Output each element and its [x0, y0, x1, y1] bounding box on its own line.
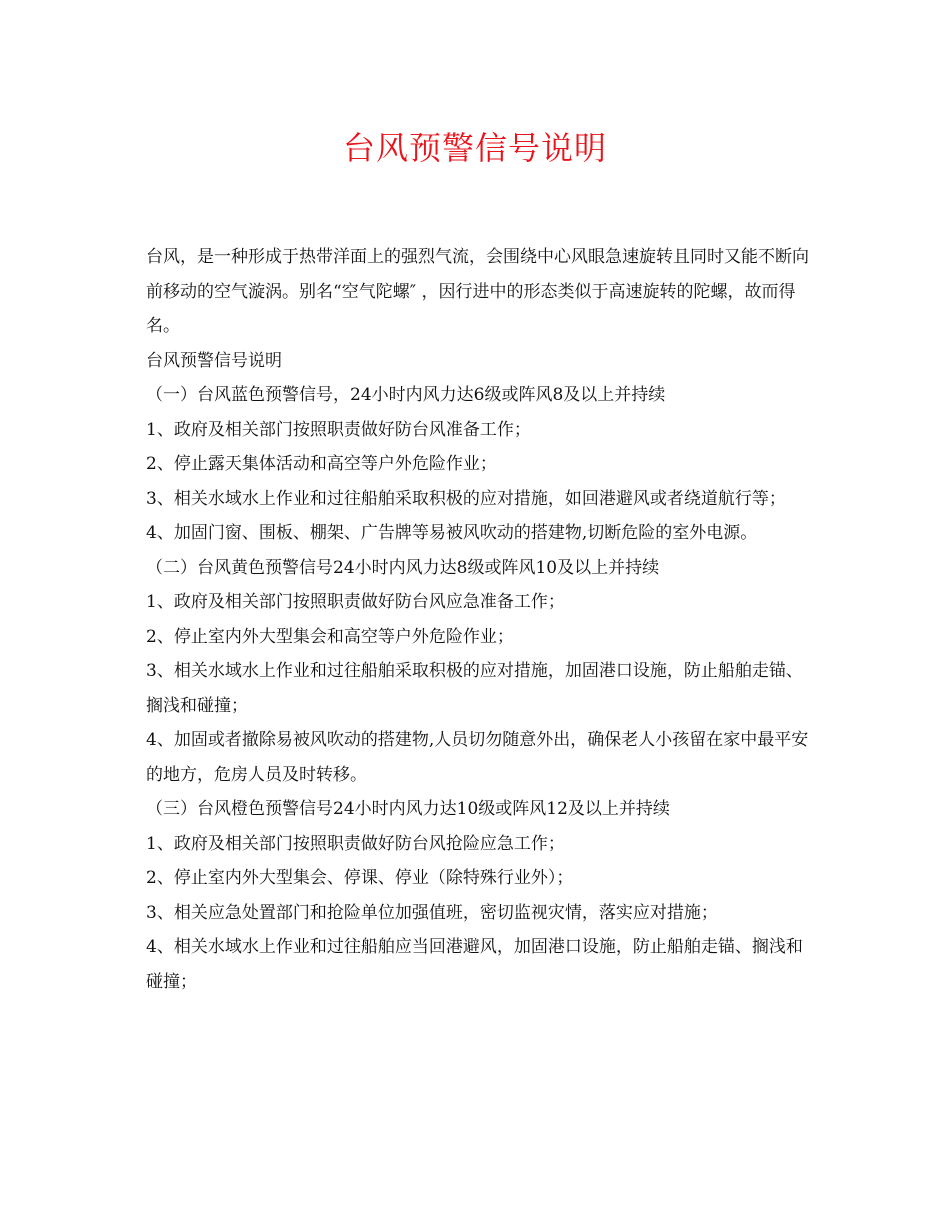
- list-item: 4、相关水域水上作业和过往船舶应当回港避风，加固港口设施，防止船舶走锚、搁浅和碰撞；: [146, 937, 803, 992]
- paragraph-intro: 台风，是一种形成于热带洋面上的强烈气流，会围绕中心风眼急速旋转且同时又能不断向前移动的空气漩涡。别名“空气陀螺″ ，因行进中的形态类似于高速旋转的陀螺，故而得名。: [146, 247, 809, 336]
- list-item: 4、加固门窗、围板、棚架、广告牌等易被风吹动的搭建物,切断危险的室外电源。: [146, 523, 758, 543]
- list-item: 3、相关应急处置部门和抢险单位加强值班，密切监视灾情，落实应对措施；: [146, 902, 718, 923]
- orange-warning-heading: （三）台风橙色预警信号24小时内风力达10级或阵风12及以上并持续: [146, 799, 670, 819]
- list-item: 3、相关水域水上作业和过往船舶采取积极的应对措施，加固港口设施，防止船舶走锚、搁浅和碰撞；: [146, 661, 803, 716]
- list-item: 2、停止室内外大型集会和高空等户外危险作业；: [146, 626, 514, 647]
- list-item: 4、加固或者撤除易被风吹动的搭建物,人员切勿随意外出，确保老人小孩留在家中最平安的地方，危房人员及时转移。: [146, 730, 809, 785]
- list-item: 1、政府及相关部门按照职责做好防台风应急准备工作；: [146, 592, 565, 612]
- list-item: 3、相关水域水上作业和过往船舶采取积极的应对措施，如回港避风或者绕道航行等；: [146, 488, 786, 509]
- list-item: 1、政府及相关部门按照职责做好防台风抢险应急工作；: [146, 833, 565, 854]
- document-body: [146, 240, 811, 999]
- list-item: 2、停止露天集体活动和高空等户外危险作业；: [146, 454, 497, 474]
- yellow-warning-heading: （二）台风黄色预警信号24小时内风力达8级或阵风10及以上并持续: [146, 557, 660, 578]
- list-item: 2、停止室内外大型集会、停课、停业（除特殊行业外）；: [146, 868, 574, 888]
- blue-warning-heading: （一）台风蓝色预警信号，24小时内风力达6级或阵风8及以上并持续: [146, 385, 666, 405]
- section-heading: 台风预警信号说明: [146, 350, 282, 371]
- document-title: 台风预警信号说明: [342, 129, 607, 167]
- list-item: 1、政府及相关部门按照职责做好防台风准备工作；: [146, 419, 531, 440]
